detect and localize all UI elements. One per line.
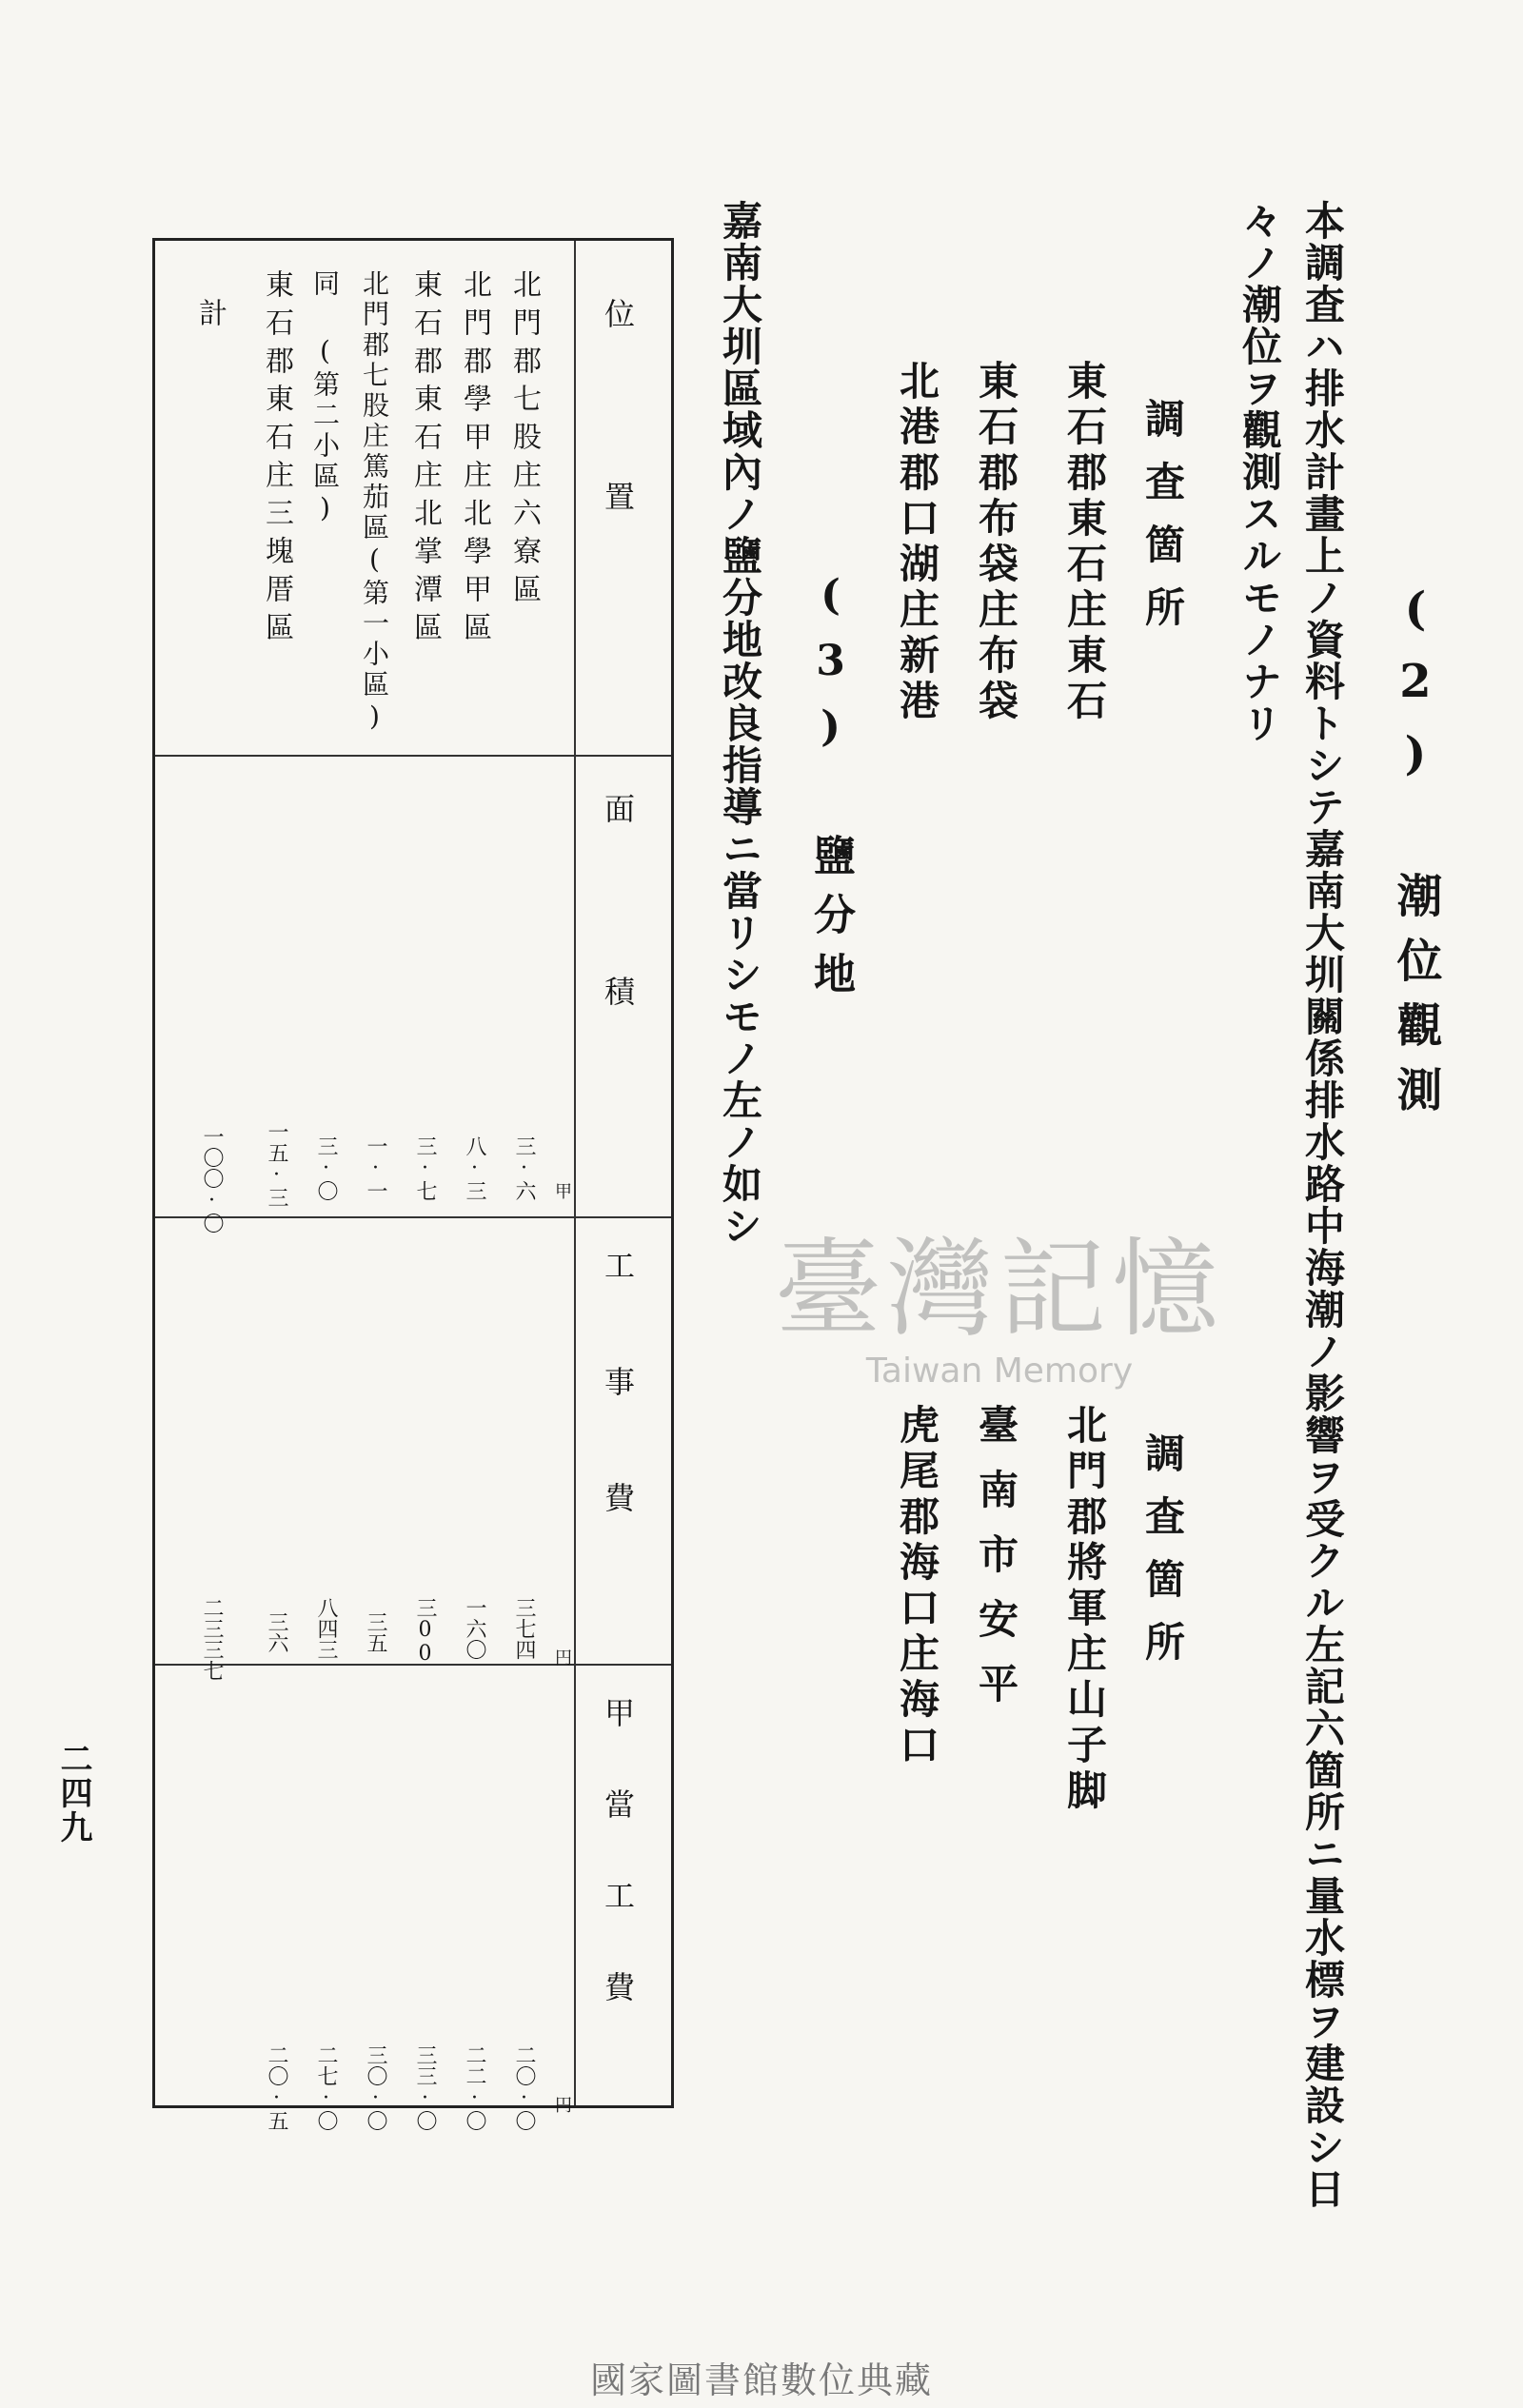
watermark-title: 臺灣記憶 <box>775 1228 1224 1352</box>
cell-area: 一·一 <box>364 1135 387 1201</box>
header-location: 位置 <box>600 298 636 663</box>
list-header: 調査箇所 <box>1139 398 1186 649</box>
cell-per: 三〇·〇 <box>364 2044 387 2131</box>
unit-per: 円 <box>555 2096 572 2116</box>
cell-cost: 三六 <box>265 1611 288 1653</box>
header-cost-per-area: 甲當工費 <box>600 1697 636 2063</box>
paragraph-line: 嘉南大圳區域內ノ鹽分地改良指導ニ當リシモノ左ノ如シ <box>717 200 763 1247</box>
total-label: 計 <box>193 298 227 336</box>
cell-per: 二〇·五 <box>265 2044 288 2131</box>
header-area: 面積 <box>600 793 636 1158</box>
list-item: 東石郡布袋庄布袋 <box>973 360 1019 725</box>
watermark-subtitle: Taiwan Memory <box>865 1352 1134 1391</box>
cell-area: 三·七 <box>413 1135 437 1201</box>
total-area: 一〇〇·〇 <box>200 1126 224 1234</box>
list-item: 臺南市安平 <box>973 1404 1019 1727</box>
cell-cost: 三00 <box>413 1597 437 1666</box>
list-header: 調査箇所 <box>1139 1432 1186 1684</box>
section-heading-tide: (2) 潮位觀測 <box>1389 582 1442 1131</box>
table-divider <box>155 755 671 757</box>
unit-area: 甲 <box>555 1182 572 1202</box>
cell-cost: 八四三 <box>314 1597 338 1660</box>
list-item: 東石郡東石庄東石 <box>1061 360 1108 725</box>
page-number: 二四九 <box>54 1742 92 1845</box>
row-location: 北門郡學甲庄北學甲區 <box>458 269 491 650</box>
cell-per: 二七·〇 <box>314 2044 338 2131</box>
total-cost: 二三三七 <box>200 1597 224 1681</box>
table-divider <box>155 1216 671 1218</box>
cell-area: 一五·三 <box>265 1121 288 1208</box>
cell-cost: 三七四 <box>512 1597 536 1660</box>
cell-per: 三三·〇 <box>413 2044 437 2131</box>
cell-per: 二二·〇 <box>463 2044 486 2131</box>
cell-area: 三·〇 <box>314 1135 338 1201</box>
row-location: 北門郡七股庄六寮區 <box>507 269 541 612</box>
cell-per: 二〇·〇 <box>512 2044 536 2131</box>
row-location: 北門郡七股庄篤茄區(第一小區) <box>359 269 390 736</box>
list-item: 北港郡口湖庄新港 <box>894 360 940 725</box>
row-location: 東石郡東石庄北掌潭區 <box>408 269 442 650</box>
unit-cost: 円 <box>555 1648 572 1668</box>
header-cost: 工事費 <box>600 1250 636 1598</box>
watermark-logo <box>752 1204 1247 1391</box>
paragraph-line: 々ノ潮位ヲ觀測スルモノナリ <box>1236 200 1283 744</box>
section-heading-salt: (3) 鹽分地 <box>806 571 855 1011</box>
cell-area: 八·三 <box>463 1135 486 1201</box>
row-location: 同 (第二小區) <box>309 269 341 527</box>
list-item: 虎尾郡海口庄海口 <box>894 1404 940 1769</box>
row-location: 東石郡東石庄三塊厝區 <box>260 269 293 650</box>
cell-cost: 一六〇 <box>463 1597 486 1660</box>
table-divider <box>574 241 576 2105</box>
paragraph-line: 本調査ハ排水計畫上ノ資料トシテ嘉南大圳關係排水路中海潮ノ影響ヲ受クル左記六箇所ニ量水標ヲ建設シ日 <box>1299 200 1346 2210</box>
list-item: 北門郡將軍庄山子脚 <box>1061 1404 1108 1815</box>
cell-area: 三·六 <box>512 1135 536 1201</box>
cell-cost: 三五 <box>364 1611 387 1653</box>
salt-land-table <box>152 238 674 2131</box>
footer-credit: 國家圖書館數位典藏 <box>589 2359 933 2401</box>
